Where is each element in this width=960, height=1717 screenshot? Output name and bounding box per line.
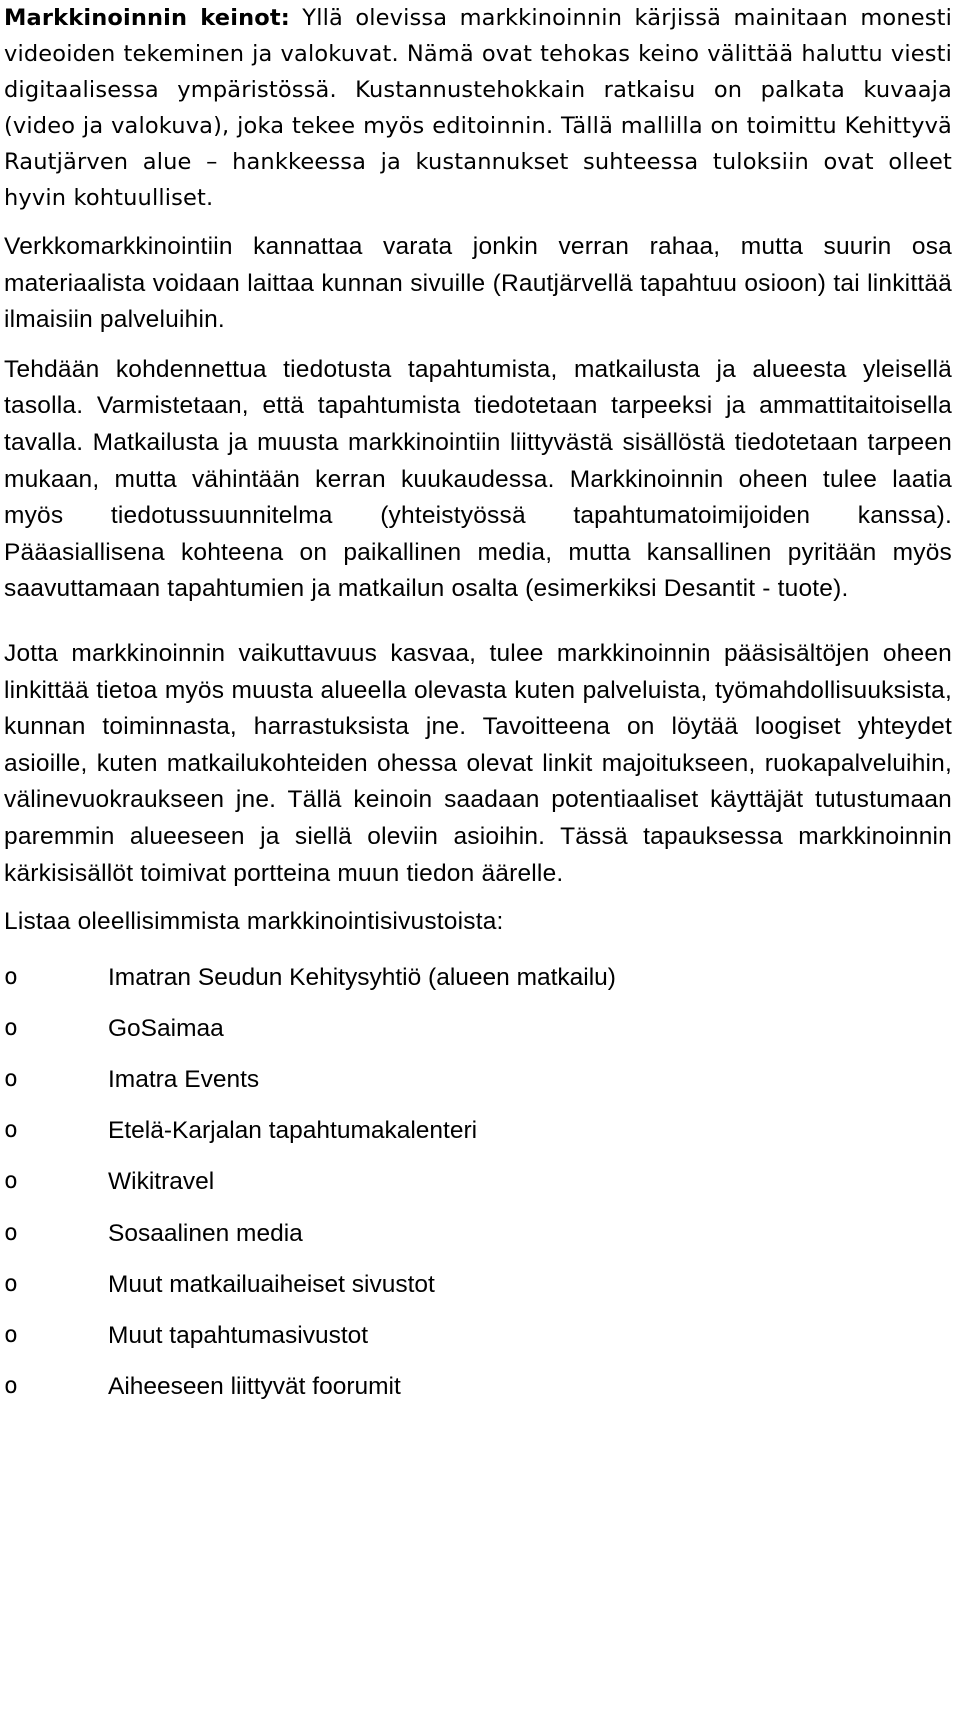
- document-page: [4, 0, 952, 1412]
- paragraph-body-text: Yllä olevissa markkinoinnin kärjissä mainitaan monesti videoiden tekeminen ja valokuvat. Nämä ovat tehokas keino välittää haluttu viesti digitaalisessa ympäristössä. Kustannustehokkain ratkaisu on palkata kuvaaja (video ja valokuva), joka tekee myös editoinnin. Tällä mallilla on toimittu Kehittyvä Rautjärven alue – hankkeessa ja kustannukset suhteessa tuloksiin ovat olleet hyvin kohtuulliset.: [4, 5, 952, 211]
- list-item: [4, 1156, 952, 1207]
- list-item: [4, 1105, 952, 1156]
- list-item: [4, 1259, 952, 1310]
- list-bullet-icon: o: [4, 963, 18, 990]
- site-list: [4, 952, 952, 1413]
- paragraph-kohdennettu-tiedotus: Tehdään kohdennettua tiedotusta tapahtumista, matkailusta ja alueesta yleisellä tasolla. Varmistetaan, että tapahtumista tiedotetaan tarpeeksi ja ammattitaitoisella tavalla. Matkailusta ja muusta markkinointiin liittyvästä sisällöstä tiedotetaan tarpeen mukaan, mutta vähintään kerran kuukaudessa. Markkinoinnin oheen tulee laatia myös tiedotussuunnitelma (yhteistyössä tapahtumatoimijoiden kanssa). Pääasiallisena kohteena on paikallinen media, mutta kansallinen pyritään myös saavuttamaan tapahtumien ja matkailun osalta (esimerkiksi Desantit - tuote).: [4, 355, 952, 603]
- paragraph-listaa: Listaa oleellisimmista markkinointisivustoista:: [4, 908, 504, 936]
- list-item: [4, 1208, 952, 1259]
- list-bullet-icon: o: [4, 1168, 18, 1195]
- list-item-label: Imatran Seudun Kehitysyhtiö (alueen matkailu): [108, 963, 616, 991]
- list-bullet-icon: o: [4, 1066, 18, 1093]
- paragraph-lead-heading: Markkinoinnin keinot:: [4, 5, 290, 31]
- list-item: [4, 952, 952, 1003]
- paragraph-markkinoinnin-keinot: [4, 0, 952, 216]
- list-bullet-icon: o: [4, 1219, 18, 1246]
- list-bullet-icon: o: [4, 1117, 18, 1144]
- list-item-label: Aiheeseen liittyvät foorumit: [108, 1373, 401, 1401]
- list-bullet-icon: o: [4, 1373, 18, 1400]
- list-item-label: GoSaimaa: [108, 1014, 224, 1042]
- paragraph-verkkomarkkinointi: Verkkomarkkinointiin kannattaa varata jonkin verran rahaa, mutta suurin osa materiaalista voidaan laittaa kunnan sivuille (Rautjärvellä tapahtuu osioon) tai linkittää ilmaisiin palveluihin.: [4, 233, 952, 334]
- list-item-label: Etelä-Karjalan tapahtumakalenteri: [108, 1117, 478, 1145]
- list-item-label: Sosaalinen media: [108, 1219, 303, 1247]
- list-bullet-icon: o: [4, 1270, 18, 1297]
- list-item: [4, 1310, 952, 1361]
- list-item: [4, 1003, 952, 1054]
- list-item: [4, 1054, 952, 1105]
- list-bullet-icon: o: [4, 1014, 18, 1041]
- paragraph-vaikuttavuus: Jotta markkinoinnin vaikuttavuus kasvaa, tulee markkinoinnin pääsisältöjen oheen linkittää tietoa myös muusta alueella olevasta kuten palveluista, työmahdollisuuksista, kunnan toiminnasta, harrastuksista jne. Tavoitteena on löytää loogiset yhteydet asioille, kuten matkailukohteiden ohessa olevat linkit majoitukseen, ruokapalveluihin, välinevuokraukseen jne. Tällä keinoin saadaan potentiaaliset käyttäjät tutustumaan paremmin alueeseen ja siellä oleviin asioihin. Tässä tapauksessa markkinoinnin kärkisisällöt toimivat portteina muun tiedon äärelle.: [4, 639, 952, 887]
- list-item: [4, 1361, 952, 1412]
- list-item-label: Wikitravel: [108, 1168, 215, 1196]
- list-bullet-icon: o: [4, 1322, 18, 1348]
- list-item-label: Muut matkailuaiheiset sivustot: [108, 1270, 435, 1298]
- list-item-label: Imatra Events: [108, 1066, 260, 1094]
- list-item-label: Muut tapahtumasivustot: [108, 1322, 369, 1349]
